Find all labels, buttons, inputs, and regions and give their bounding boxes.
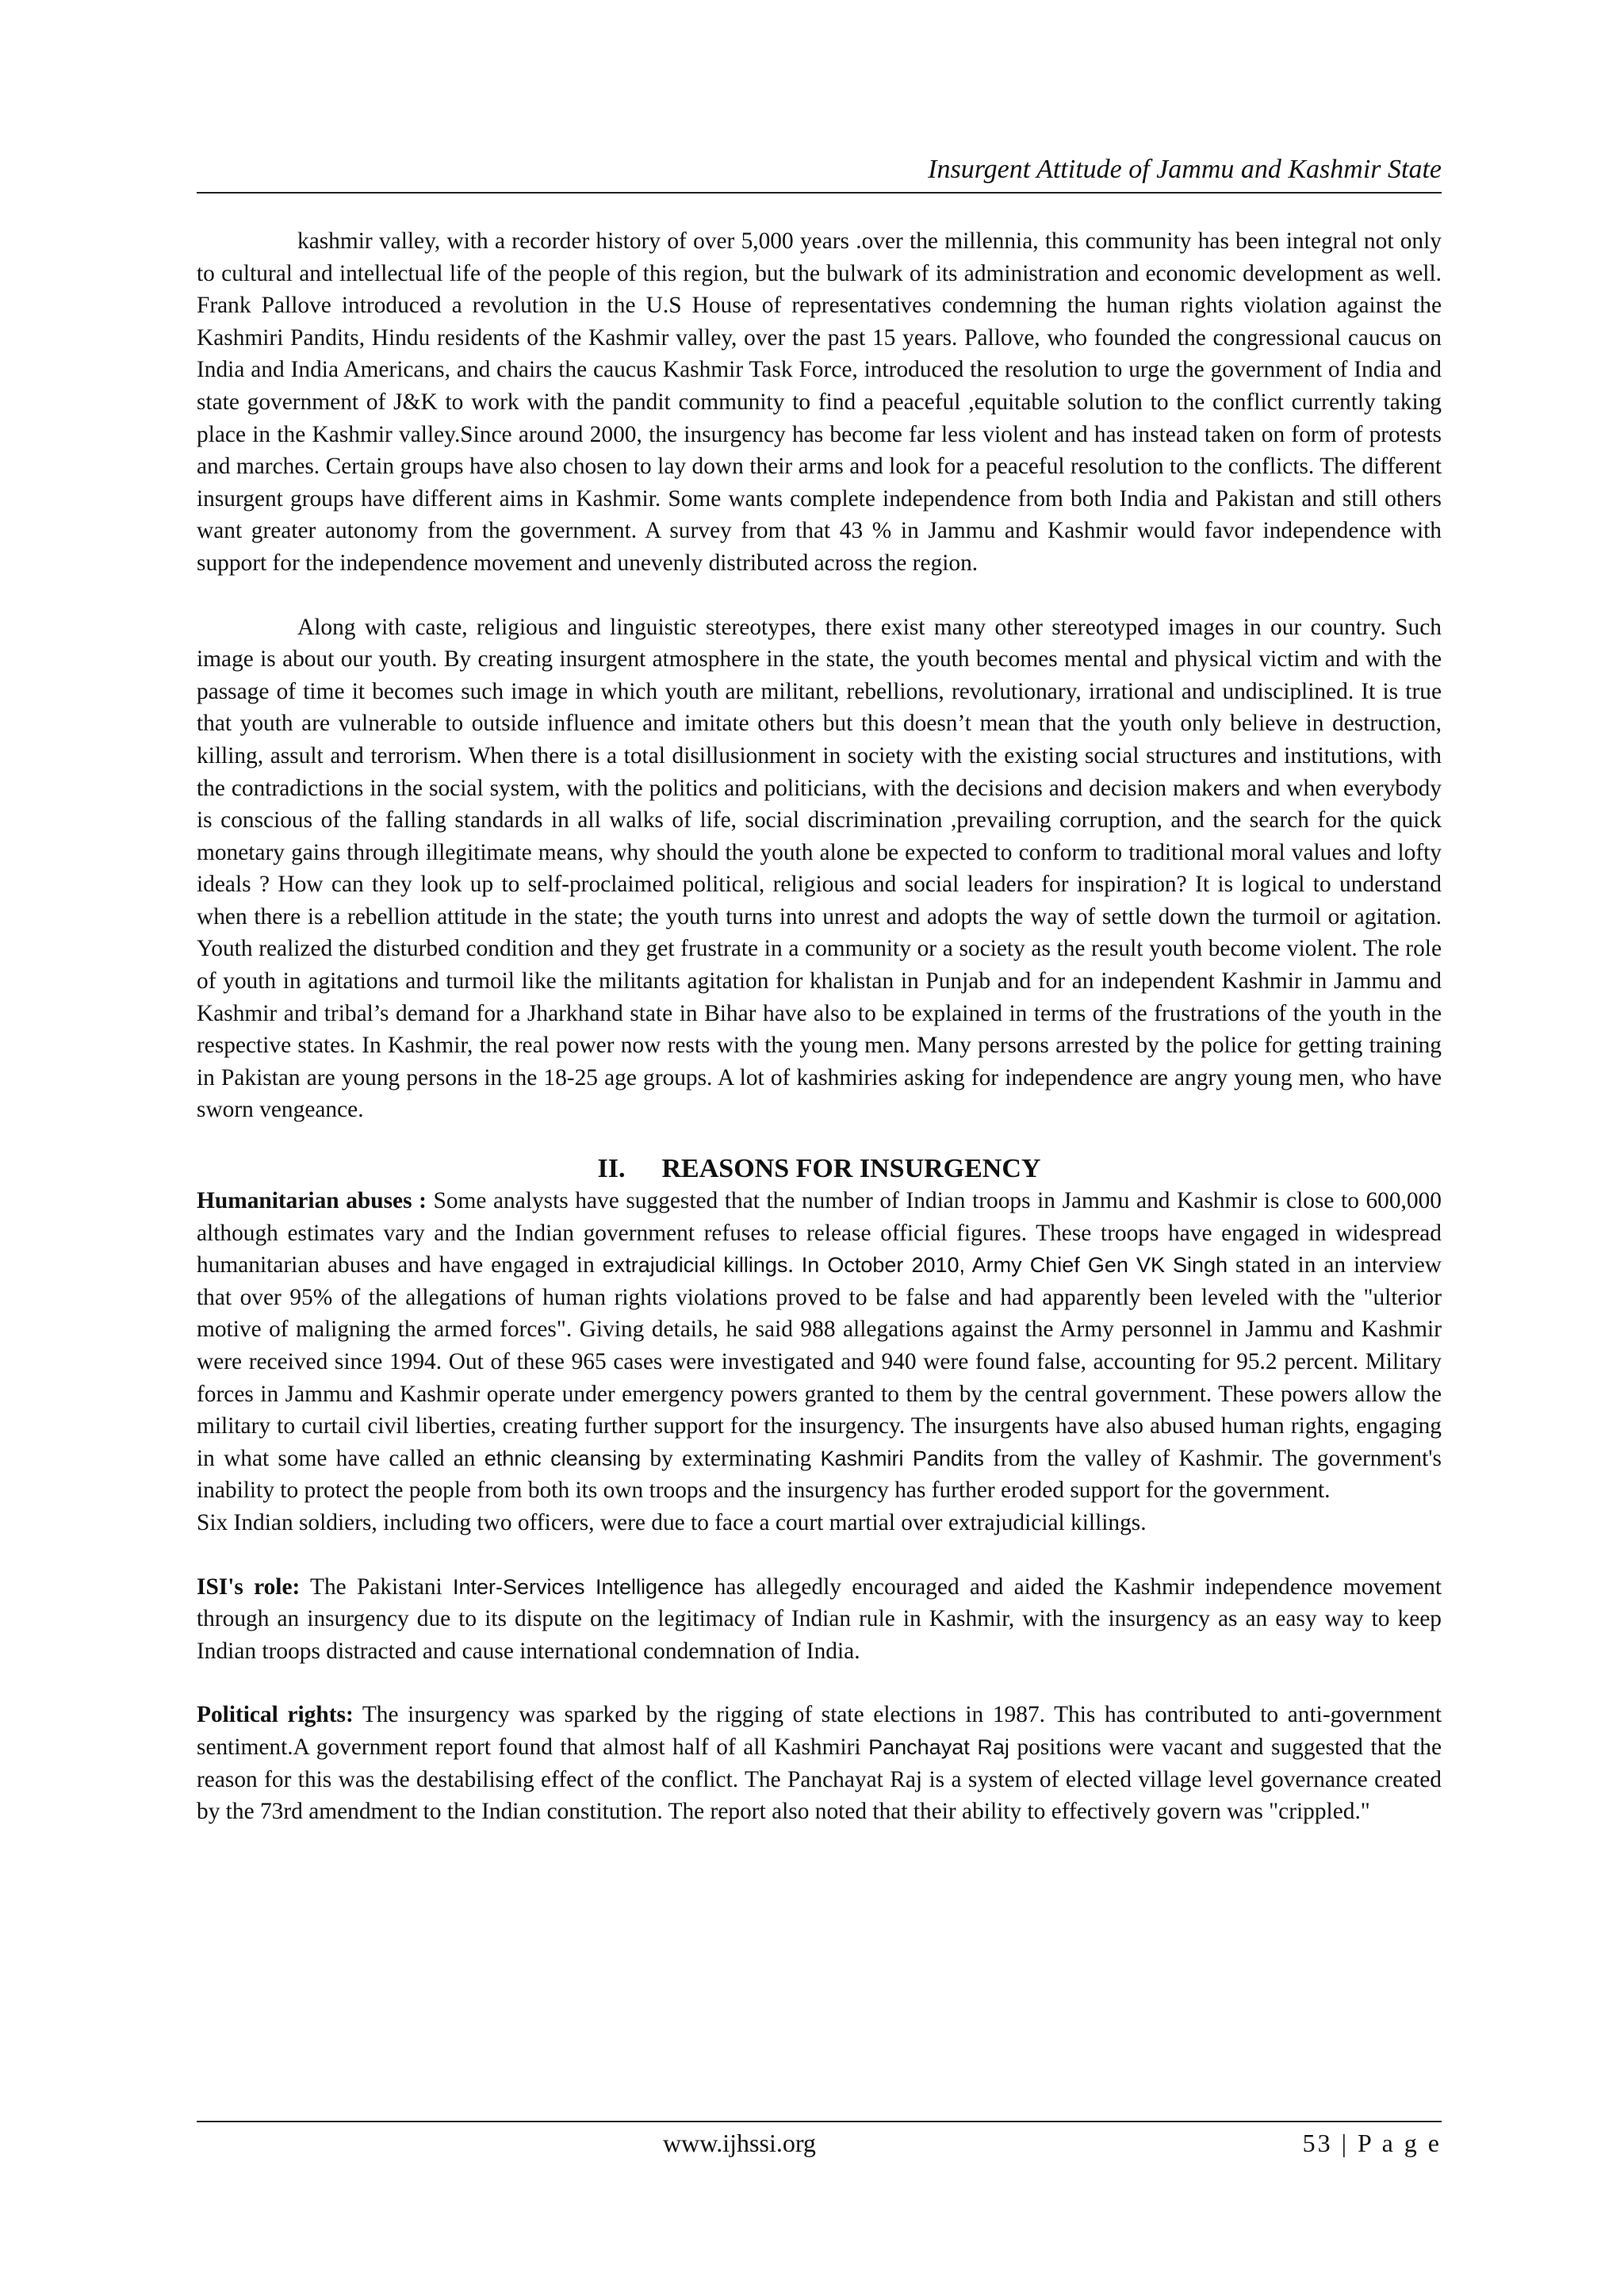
humanitarian-text-5: from the valley of Kashmir. The government's inability to protect the people from both its own troops and the insurgency has further eroded support for the government. bbox=[197, 1445, 1442, 1504]
kashmiri-pandits-link[interactable]: Kashmiri Pandits bbox=[820, 1446, 984, 1470]
body-paragraph-1: kashmir valley, with a recorder history of over 5,000 years .over the millennia, this community has been integral not only to cultural and intellectual life of the people of this region, but the bulwark of its administration and economic development as well. Frank Pallove introduced a revolution in the U.S House of representatives condemning the human rights violation against the Kashmiri Pandits, Hindu residents of the Kashmir valley, over the past 15 years. Pallove, who founded the congressional caucus on India and India Americans, and chairs the caucus Kashmir Task Force, introduced the resolution to urge the government of India and state government of J&K to work with the pandit community to find a peaceful ,equitable solution to the conflict currently taking place in the Kashmir valley.Since around 2000, the insurgency has become far less violent and has instead taken on form of protests and marches. Certain groups have also chosen to lay down their arms and look for a peaceful resolution to the conflicts. The different insurgent groups have different aims in Kashmir. Some wants complete independence from both India and Pakistan and still others want greater autonomy from the government. A survey from that 43 % in Jammu and Kashmir would favor independence with support for the independence movement and unevenly distributed across the region. bbox=[197, 228, 1442, 576]
ethnic-cleansing-link[interactable]: ethnic cleansing bbox=[484, 1446, 642, 1470]
article-body bbox=[197, 225, 1442, 1828]
extrajudicial-killings-link[interactable]: extrajudicial killings bbox=[602, 1253, 788, 1278]
footer-divider bbox=[197, 2121, 1442, 2122]
isi-text-1: The Pakistani bbox=[300, 1573, 453, 1600]
humanitarian-text-2: . bbox=[787, 1252, 802, 1278]
isi-lead: ISI's role: bbox=[197, 1573, 301, 1600]
isi-paragraph bbox=[197, 1571, 1442, 1668]
humanitarian-paragraph bbox=[197, 1185, 1442, 1507]
humanitarian-lead: Humanitarian abuses : bbox=[197, 1188, 427, 1214]
panchayat-raj-link[interactable]: Panchayat Raj bbox=[868, 1734, 1009, 1759]
political-paragraph bbox=[197, 1699, 1442, 1827]
political-text-1: The insurgency was sparked by the rigging of state elections in 1987. This has contributed to anti-government sentiment.A government report found that almost half of all Kashmiri bbox=[197, 1702, 1442, 1760]
humanitarian-followup: Six Indian soldiers, including two officers, were due to face a court martial over extrajudicial killings. bbox=[197, 1509, 1147, 1535]
political-lead: Political rights: bbox=[197, 1702, 354, 1728]
inter-services-intelligence-link[interactable]: Inter-Services Intelligence bbox=[452, 1574, 704, 1599]
isi-text-2: has allegedly encouraged and aided the Kashmir independence movement through an insurgency due to its dispute on the legitimacy of Indian rule in Kashmir, with the insurgency as an easy way to keep Indian troops distracted and cause international condemnation of India. bbox=[197, 1573, 1442, 1664]
section-number: II. bbox=[597, 1154, 626, 1184]
section-heading bbox=[197, 1153, 1442, 1185]
section-title: REASONS FOR INSURGENCY bbox=[661, 1154, 1041, 1184]
header-divider bbox=[197, 192, 1442, 194]
body-paragraph-2: Along with caste, religious and linguistic stereotypes, there exist many other stereotyped images in our country. Such image is about our youth. By creating insurgent atmosphere in the state, the youth becomes mental and physical victim and with the passage of time it becomes such image in which youth are militant, rebellions, revolutionary, irrational and undisciplined. It is true that youth are vulnerable to outside influence and imitate others but this doesn’t mean that the youth only believe in destruction, killing, assult and terrorism. When there is a total disillusionment in society with the existing social structures and institutions, with the contradictions in the social system, with the politics and politicians, with the decisions and decision makers and when everybody is conscious of the falling standards in all walks of life, social discrimination ,prevailing corruption, and the search for the quick monetary gains through illegitimate means, why should the youth alone be expected to conform to traditional moral values and lofty ideals ? How can they look up to self-proclaimed political, religious and social leaders for inspiration? It is logical to understand when there is a rebellion attitude in the state; the youth turns into unrest and adopts the way of settle down the turmoil or agitation. Youth realized the disturbed condition and they get frustrate in a community or a society as the result youth become violent. The role of youth in agitations and turmoil like the militants agitation for khalistan in Punjab and for an independent Kashmir in Jammu and Kashmir and tribal’s demand for a Jharkhand state in Bihar have also to be explained in terms of the frustrations of the youth in the respective states. In Kashmir, the real power now rests with the young men. Many persons arrested by the police for getting training in Pakistan are young persons in the 18-25 age groups. A lot of kashmiries asking for independence are angry young men, who have sworn vengeance. bbox=[197, 614, 1442, 1123]
page-number: 53 | P a g e bbox=[1302, 2129, 1442, 2157]
army-chief-link[interactable]: In October 2010, Army Chief Gen VK Singh bbox=[801, 1253, 1228, 1278]
political-text-2: positions were vacant and suggested that the reason for this was the destabilising effect of the conflict. The Panchayat Raj is a system of elected village level governance created by the 73rd amendment to the Indian constitution. The report also noted that their ability to effectively govern was "crippled." bbox=[197, 1734, 1442, 1825]
footer-website-link[interactable]: www.ijhssi.org bbox=[663, 2129, 816, 2157]
humanitarian-text-1: Some analysts have suggested that the number of Indian troops in Jammu and Kashmir is close to 600,000 although estimates vary and the Indian government refuses to release official figures. These troops have engaged in widespread humanitarian abuses and have engaged in bbox=[197, 1188, 1442, 1278]
humanitarian-text-3: stated in an interview that over 95% of the allegations of human rights violations proved to be false and had apparently been leveled with the "ulterior motive of maligning the armed forces". Giving details, he said 988 allegations against the Army personnel in Jammu and Kashmir were received since 1994. Out of these 965 cases were investigated and 940 were found false, accounting for 95.2 percent. Military forces in Jammu and Kashmir operate under emergency powers granted to them by the central government. These powers allow the military to curtail civil liberties, creating further support for the insurgency. The insurgents have also abused human rights, engaging in what some have called an bbox=[197, 1252, 1442, 1471]
humanitarian-text-4: by exterminating bbox=[641, 1445, 821, 1471]
running-header: Insurgent Attitude of Jammu and Kashmir State bbox=[928, 155, 1442, 184]
